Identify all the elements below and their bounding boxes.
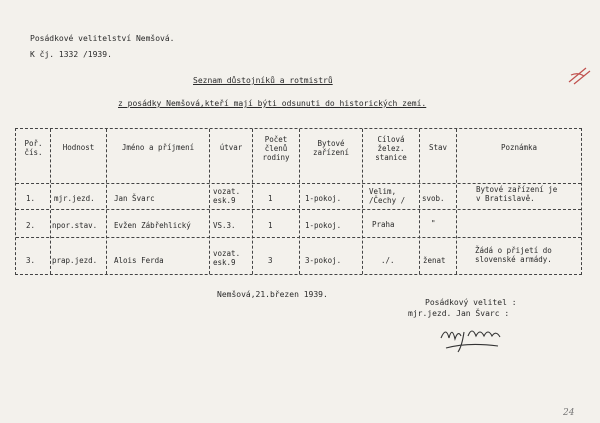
row2-jmeno: Evžen Zábřehlický bbox=[114, 221, 191, 230]
row2-bytove: 1-pokoj. bbox=[305, 221, 342, 230]
personnel-table bbox=[15, 128, 582, 275]
row3-pocet: 3 bbox=[268, 256, 273, 265]
row3-cilova: ./. bbox=[381, 256, 395, 265]
row3-stav: ženat bbox=[423, 256, 446, 265]
row1-pocet: 1 bbox=[268, 194, 273, 203]
row3-jmeno: Alois Ferda bbox=[114, 256, 164, 265]
row1-jmeno: Jan Švarc bbox=[114, 194, 155, 203]
header-pocet: Počet členů rodiny bbox=[262, 135, 290, 162]
header-bytove: Bytové zařízení bbox=[312, 139, 350, 157]
header-cilova: Cílová želez. stanice bbox=[375, 135, 407, 162]
row2-stav: " bbox=[431, 219, 436, 228]
signatory-name: mjr.jezd. Jan Švarc : bbox=[408, 309, 510, 318]
place-date: Nemšová,21.březen 1939. bbox=[217, 290, 328, 299]
header-hodnost: Hodnost bbox=[62, 143, 95, 152]
office-heading: Posádkové velitelství Nemšová. bbox=[30, 34, 175, 43]
row3-utvar: vozat. esk.9 bbox=[213, 249, 241, 267]
row2-por: 2. bbox=[26, 221, 36, 230]
row1-stav: svob. bbox=[422, 194, 445, 203]
row1-cilova: Velim, /Čechy / bbox=[369, 187, 406, 205]
row2-hodnost: npor.stav. bbox=[52, 221, 98, 230]
header-stav: Stav bbox=[428, 143, 448, 152]
header-por: Poř. čís. bbox=[24, 139, 43, 157]
red-pencil-mark bbox=[566, 62, 592, 88]
row2-cilova: Praha bbox=[372, 220, 395, 229]
header-jmeno: Jméno a příjmení bbox=[121, 143, 195, 152]
row1-por: 1. bbox=[26, 194, 36, 203]
signatory-title: Posádkový velitel : bbox=[425, 298, 517, 307]
row1-utvar: vozat. esk.9 bbox=[213, 187, 241, 205]
row1-poznamka: Bytové zařízení je v Bratislavě. bbox=[476, 185, 558, 203]
row2-pocet: 1 bbox=[268, 221, 273, 230]
document-title: Seznam důstojníků a rotmistrů bbox=[193, 76, 333, 85]
row1-hodnost: mjr.jezd. bbox=[54, 194, 95, 203]
row3-bytove: 3-pokoj. bbox=[305, 256, 342, 265]
header-poznamka: Poznámka bbox=[500, 143, 538, 152]
row3-poznamka: Žádá o přijetí do slovenské armády. bbox=[475, 246, 552, 264]
page-number: 24 bbox=[563, 408, 575, 418]
reference-number: K čj. 1332 /1939. bbox=[30, 50, 112, 59]
handwritten-signature bbox=[438, 318, 508, 356]
row1-bytove: 1-pokoj. bbox=[305, 194, 342, 203]
row3-hodnost: prap.jezd. bbox=[52, 256, 98, 265]
document-subtitle: z posádky Nemšová,kteří mají býti odsunuti do historických zemí. bbox=[118, 99, 427, 108]
header-utvar: útvar bbox=[219, 143, 243, 152]
row3-por: 3. bbox=[26, 256, 36, 265]
row2-utvar: VS.3. bbox=[213, 221, 236, 230]
